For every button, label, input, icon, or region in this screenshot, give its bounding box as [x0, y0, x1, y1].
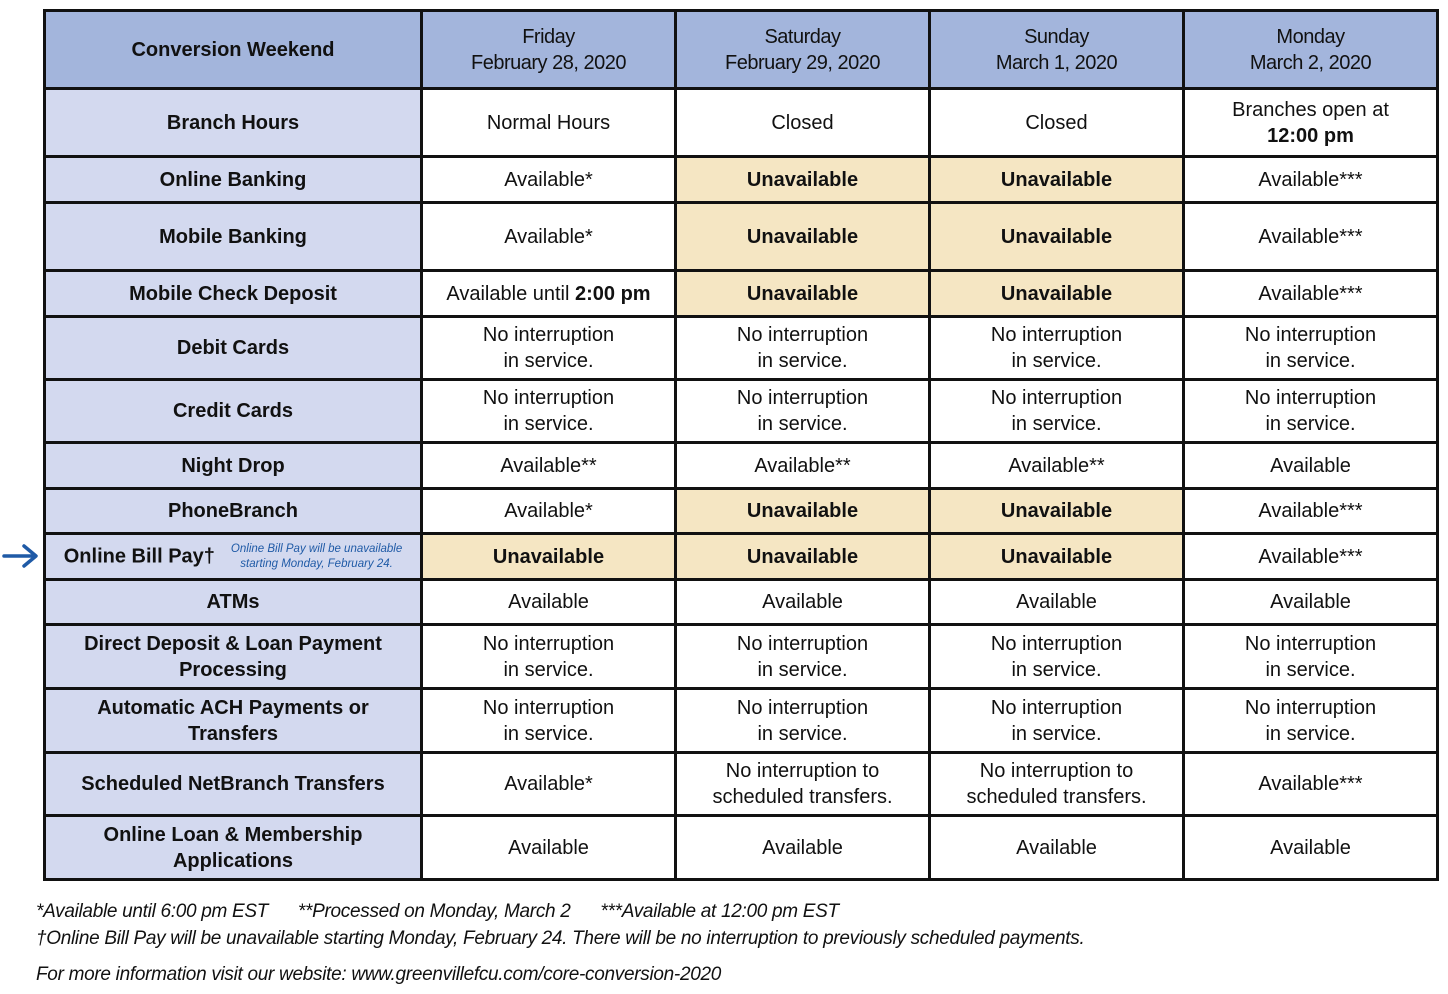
cell-unavailable: Unavailable: [930, 271, 1184, 317]
row-label: Debit Cards: [45, 317, 422, 380]
cell: No interruption in service.: [930, 625, 1184, 689]
cell-unavailable: Unavailable: [676, 271, 930, 317]
cell: Available: [930, 816, 1184, 880]
row-label: Mobile Check Deposit: [45, 271, 422, 317]
table-row: [45, 753, 1438, 816]
cell: No interruption to scheduled transfers.: [930, 753, 1184, 816]
cell: No interruption in service.: [422, 380, 676, 443]
cell: No interruption in service.: [676, 689, 930, 753]
cell-unavailable: Unavailable: [676, 534, 930, 580]
cell-unavailable: Unavailable: [930, 534, 1184, 580]
row-label: Online Loan & Membership Applications: [45, 816, 422, 880]
cell-unavailable: Unavailable: [676, 489, 930, 534]
cell: No interruption in service.: [1184, 380, 1438, 443]
table-row: [45, 317, 1438, 380]
row-label: Mobile Banking: [45, 203, 422, 271]
table-row: [45, 157, 1438, 203]
row-label: Online Banking: [45, 157, 422, 203]
header-row: [45, 11, 1438, 89]
row-label: PhoneBranch: [45, 489, 422, 534]
table-title: Conversion Weekend: [45, 11, 422, 89]
cell: Available: [1184, 443, 1438, 489]
cell: Available***: [1184, 157, 1438, 203]
cell: No interruption in service.: [422, 317, 676, 380]
row-label: Night Drop: [45, 443, 422, 489]
cell: No interruption in service.: [1184, 317, 1438, 380]
cell: Available*: [422, 489, 676, 534]
table-row: [45, 580, 1438, 625]
cell: No interruption in service.: [1184, 689, 1438, 753]
cell: Available: [422, 816, 676, 880]
table-row: [45, 203, 1438, 271]
row-label: Scheduled NetBranch Transfers: [45, 753, 422, 816]
cell: Available: [1184, 816, 1438, 880]
column-header-saturday: Saturday February 29, 2020: [676, 11, 930, 89]
cell: Available***: [1184, 534, 1438, 580]
cell: Available***: [1184, 203, 1438, 271]
cell-unavailable: Unavailable: [676, 157, 930, 203]
row-label: Online Bill Pay† Online Bill Pay will be unavailable starting Monday, February 24.: [45, 534, 422, 580]
cell: Available***: [1184, 271, 1438, 317]
cell: Branches open at 12:00 pm: [1184, 89, 1438, 157]
cell: Available: [422, 580, 676, 625]
table-row: [45, 443, 1438, 489]
cell: Available*: [422, 157, 676, 203]
arrow-right-icon: [2, 543, 40, 569]
footnote-availability: *Available until 6:00 pm EST **Processed on Monday, March 2 ***Available at 12:00 pm EST: [36, 901, 839, 922]
cell: Available**: [676, 443, 930, 489]
cell: Available***: [1184, 753, 1438, 816]
cell: No interruption in service.: [422, 625, 676, 689]
table-row: [45, 489, 1438, 534]
table-row: [45, 625, 1438, 689]
cell: Available**: [930, 443, 1184, 489]
footnote-website: For more information visit our website: www.greenvillefcu.com/core-conversion-2020: [36, 964, 722, 985]
column-header-friday: Friday February 28, 2020: [422, 11, 676, 89]
cell: Available until 2:00 pm: [422, 271, 676, 317]
column-header-sunday: Sunday March 1, 2020: [930, 11, 1184, 89]
row-label: Credit Cards: [45, 380, 422, 443]
table-row: [45, 689, 1438, 753]
cell-unavailable: Unavailable: [930, 157, 1184, 203]
table-row: [45, 89, 1438, 157]
cell: Available**: [422, 443, 676, 489]
cell-unavailable: Unavailable: [930, 489, 1184, 534]
cell: No interruption in service.: [422, 689, 676, 753]
cell: No interruption in service.: [1184, 625, 1438, 689]
cell: Closed: [930, 89, 1184, 157]
cell: No interruption in service.: [930, 689, 1184, 753]
cell: Closed: [676, 89, 930, 157]
cell: Available: [930, 580, 1184, 625]
table-row: [45, 380, 1438, 443]
row-label: Branch Hours: [45, 89, 422, 157]
row-label: ATMs: [45, 580, 422, 625]
footnote-bill-pay: †Online Bill Pay will be unavailable starting Monday, February 24. There will be no interruption to previously scheduled payments.: [36, 928, 1085, 949]
conversion-schedule-table: [43, 9, 1439, 881]
cell: Available*: [422, 753, 676, 816]
cell-unavailable: Unavailable: [930, 203, 1184, 271]
row-label: Direct Deposit & Loan Payment Processing: [45, 625, 422, 689]
table-row-online-bill-pay: [45, 534, 1438, 580]
cell: No interruption in service.: [930, 380, 1184, 443]
cell-unavailable: Unavailable: [676, 203, 930, 271]
cell: No interruption in service.: [930, 317, 1184, 380]
cell: Available: [1184, 580, 1438, 625]
cell: No interruption in service.: [676, 317, 930, 380]
cell: Available*: [422, 203, 676, 271]
cell: No interruption in service.: [676, 625, 930, 689]
cell: No interruption in service.: [676, 380, 930, 443]
column-header-monday: Monday March 2, 2020: [1184, 11, 1438, 89]
cell: Available: [676, 580, 930, 625]
table-row: [45, 816, 1438, 880]
table-row: [45, 271, 1438, 317]
cell: No interruption to scheduled transfers.: [676, 753, 930, 816]
row-label: Automatic ACH Payments or Transfers: [45, 689, 422, 753]
cell-unavailable: Unavailable: [422, 534, 676, 580]
bill-pay-note: Online Bill Pay will be unavailable starting Monday, February 24.: [230, 542, 403, 570]
cell: Available***: [1184, 489, 1438, 534]
cell: Available: [676, 816, 930, 880]
cell: Normal Hours: [422, 89, 676, 157]
